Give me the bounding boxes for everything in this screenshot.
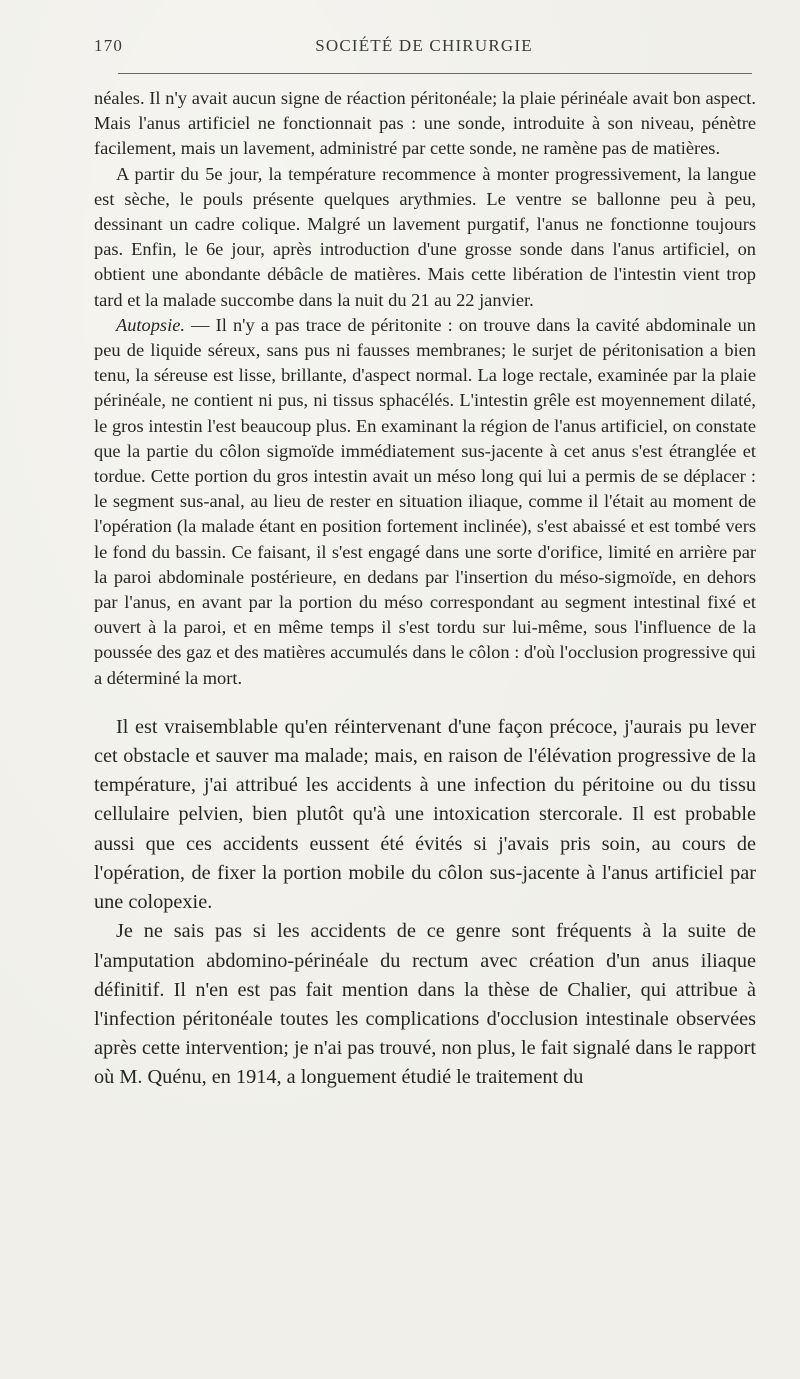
running-header (94, 36, 754, 64)
discussion-section (94, 713, 756, 1093)
paragraph-lead: Autopsie. (116, 314, 185, 335)
paragraph-postoperative-course (94, 162, 756, 313)
paragraph-text: A partir du 5e jour, la température recommence à monter progressivement, la langue est sèche, le pouls présente quelques arythmies. Le ventre se ballonne peu à peu, dessinant un cadre colique. Malgré un lavement purgatif, l'anus ne fonctionne toujours pas. Enfin, le 6e jour, après introduction d'une grosse sonde dans l'anus artificiel, on obtient une abondante débâcle de matières. Mais cette libération de l'intestin vient trop tard et la malade succombe dans la nuit du 21 au 22 janvier. (94, 163, 756, 310)
paragraph-autopsy (94, 313, 756, 691)
paragraph-continuation (94, 86, 756, 162)
page-number: 170 (94, 36, 124, 55)
page-body (94, 86, 756, 1093)
paragraph-discussion-1: Il est vraisemblable qu'en réintervenant d'une façon précoce, j'aurais pu lever cet obstacle et sauver ma malade; mais, en raison de l'élévation progressive de la température, j'ai attribué les accidents à une infection du péritoine ou du tissu cellulaire pelvien, bien plutôt qu'à une intoxication stercorale. Il est probable aussi que ces accidents eussent été évités si j'avais pris soin, au cours de l'opération, de fixer la portion mobile du côlon sus-jacente à l'anus artificiel par une colopexie. (94, 715, 756, 914)
case-report-section (94, 86, 756, 691)
header-rule (118, 73, 752, 74)
running-title: SOCIÉTÉ DE CHIRURGIE (315, 36, 533, 55)
paragraph-text: néales. Il n'y avait aucun signe de réaction péritonéale; la plaie périnéale avait bon aspect. Mais l'anus artificiel ne fonctionnait pas : une sonde, introduite à son niveau, pénètre facilement, mais un lavement, administré par cette sonde, ne ramène pas de matières. (94, 88, 756, 159)
paragraph-discussion-2: Je ne sais pas si les accidents de ce genre sont fréquents à la suite de l'amputation abdomino-périnéale du rectum avec création d'un anus iliaque définitif. Il n'en est pas fait mention dans la thèse de Chalier, qui attribue à l'infection péritonéale toutes les complications d'occlusion intestinale observées après cette intervention; je n'ai pas trouvé, non plus, le fait signalé dans le rapport où M. Quénu, en 1914, a longuement étudié le traitement du (94, 920, 756, 1089)
paragraph-text: — Il n'y a pas trace de péritonite : on trouve dans la cavité abdominale un peu de liquide séreux, sans pus ni fausses membranes; le surjet de péritonisation a bien tenu, la séreuse est lisse, brillante, d'aspect normal. La loge rectale, examinée par la plaie périnéale, ne contient ni pus, ni tissus sphacélés. L'intestin grêle est moyennement dilaté, le gros intestin l'est beaucoup plus. En examinant la région de l'anus artificiel, on constate que la partie du côlon sigmoïde immédiatement sus-jacente à cet anus s'est étranglée et tordue. Cette portion du gros intestin avait un méso long qui lui a permis de se déplacer : le segment sus-anal, au lieu de rester en situation iliaque, comme il l'était au moment de l'opération (la malade étant en position fortement inclinée), s'est abaissé et est tombé vers le fond du bassin. Ce faisant, il s'est engagé dans une sorte d'orifice, limité en arrière par la paroi abdominale postérieure, en dedans par l'insertion du méso-sigmoïde, en dehors par l'anus, en avant par la portion du méso correspondant au segment intestinal fixé et ouvert à la paroi, et en même temps il s'est tordu sur lui-même, sous l'influence de la poussée des gaz et des matières accumulés dans le côlon : d'où l'occlusion progressive qui a déterminé la mort. (94, 314, 756, 688)
